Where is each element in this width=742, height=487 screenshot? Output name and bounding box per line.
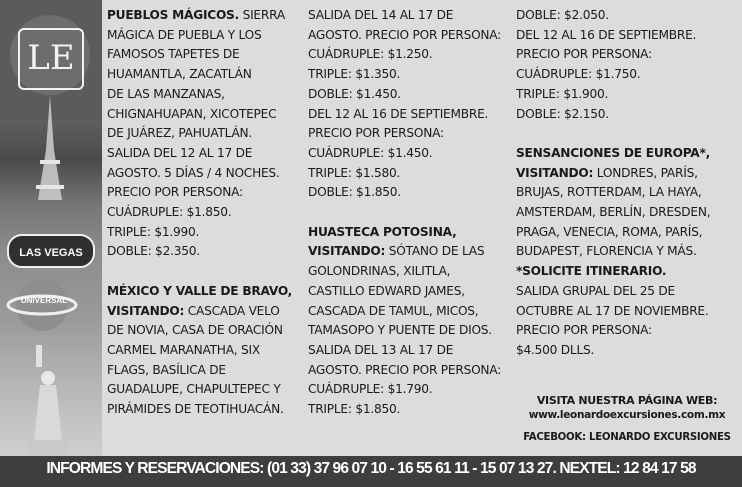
europe-itinerary-note: *SOLICITE ITINERARIO. [516,264,667,279]
le-logo: LE [18,28,84,90]
mexico-valle-line: VISITANDO: CASCADA VELO [107,303,280,318]
huasteca-price-quad: CUÁDRUPLE: $1.750. [516,67,641,82]
huasteca-line: TAMASOPO Y PUENTE DE DIOS. [308,323,492,338]
pueblos-desc-line: HUAMANTLA, ZACATLÁN [107,67,252,82]
huasteca-title: HUASTECA POTOSINA, [308,224,457,239]
valle-price-triple: TRIPLE: $1.350. [308,67,401,82]
europe-line: VISITANDO: LONDRES, PARÍS, [516,165,698,180]
huasteca-line: CASCADA DE TAMUL, MICOS, [308,303,479,318]
europe-line: PRAGA, VENECIA, ROMA, PARÍS, [516,224,703,239]
huasteca-date-line: DEL 12 AL 16 DE SEPTIEMBRE. [516,27,697,42]
valle-date-line: SALIDA DEL 14 AL 17 DE [308,8,454,22]
huasteca-price-double: DOBLE: $2.050. [516,8,609,22]
contact-info: INFORMES Y RESERVACIONES: (01 33) 37 96 07 10 - 16 55 61 11 - 15 07 13 27. NEXTEL: 12 84 17 58 [46,460,696,477]
europe-price-label: PRECIO POR PERSONA: [516,323,652,338]
mexico-valle-line: PIRÁMIDES DE TEOTIHUACÁN. [107,402,284,417]
mexico-valle-line: CARMEL MARANATHA, SIX [107,342,260,357]
huasteca-date-line: AGOSTO. PRECIO POR PERSONA: [308,362,502,377]
valle-date-line: DEL 12 AL 16 DE SEPTIEMBRE. [308,106,489,121]
valle-price-quad: CUÁDRUPLE: $1.250. [308,47,433,62]
europe-line: BUDAPEST, FLORENCIA Y MÁS. [516,244,697,259]
huasteca-price-quad: CUÁDRUPLE: $1.790. [308,382,433,397]
photo-collage-strip [0,0,102,456]
pueblos-desc-line: FAMOSOS TAPETES DE [107,47,240,62]
huasteca-price-double: DOBLE: $2.150. [516,106,609,121]
mexico-valle-line: GUADALUPE, CHAPULTEPEC Y [107,382,281,397]
huasteca-line: CASTILLO EDWARD JAMES, [308,283,465,298]
mexico-valle-line: DE NOVIA, CASA DE ORACIÓN [107,323,283,338]
pueblos-desc-line: DE JUÁREZ, PAHUATLÁN. [107,126,253,141]
huasteca-line: VISITANDO: SÓTANO DE LAS [308,244,485,259]
statue-of-liberty-icon [28,345,68,456]
facebook-link[interactable]: FACEBOOK: LEONARDO EXCURSIONES [523,432,731,443]
pueblos-desc-line: DE LAS MANZANAS, [107,86,225,101]
europe-line: BRUJAS, ROTTERDAM, LA HAYA, [516,185,702,200]
valle-price-double: DOBLE: $1.450. [308,86,401,101]
valle-price-double: DOBLE: $1.850. [308,185,401,200]
pueblos-price-quad: CUÁDRUPLE: $1.850. [107,205,232,220]
universal-globe-icon [8,279,76,331]
las-vegas-sign-text: LAS VEGAS [19,247,83,259]
huasteca-date-line: SALIDA DEL 13 AL 17 DE [308,342,454,357]
pueblos-price-triple: TRIPLE: $1.990. [107,224,200,239]
pueblos-date-line: AGOSTO. 5 DÍAS / 4 NOCHES. [107,165,280,180]
column-europe [516,6,738,361]
europe-date-line: OCTUBRE AL 17 DE NOVIEMBRE. [516,303,709,318]
valle-price-quad: CUÁDRUPLE: $1.450. [308,145,433,160]
column-dates-huasteca [308,6,508,420]
huasteca-price-triple: TRIPLE: $1.900. [516,86,609,101]
universal-globe-text: UNIVERSAL [20,296,68,305]
contact-footer [0,456,742,487]
visit-web-label: VISITA NUESTRA PÁGINA WEB: [536,394,718,407]
europe-price: $4.500 DLLS. [516,342,595,357]
europe-date-line: SALIDA GRUPAL DEL 25 DE [516,283,675,298]
mexico-valle-line: FLAGS, BASÍLICA DE [107,362,226,377]
pueblos-line: PUEBLOS MÁGICOS. SIERRA [107,8,285,22]
pueblos-desc-line: MÁGICA DE PUEBLA Y LOS [107,27,262,42]
mexico-valle-title: MÉXICO Y VALLE DE BRAVO, [107,283,293,298]
pueblos-price-label: PRECIO POR PERSONA: [107,185,243,200]
europe-title: SENSANCIONES DE EUROPA*, [516,145,710,160]
valle-price-label: PRECIO POR PERSONA: [308,126,444,141]
valle-price-triple: TRIPLE: $1.580. [308,165,401,180]
pueblos-date-line: SALIDA DEL 12 AL 17 DE [107,145,253,160]
huasteca-price-triple: TRIPLE: $1.850. [308,402,401,417]
huasteca-price-label: PRECIO POR PERSONA: [516,47,652,62]
column-pueblos-mexico [107,6,303,420]
europe-line: AMSTERDAM, BERLÍN, DRESDEN, [516,205,711,220]
website-link[interactable]: www.leonardoexcursiones.com.mx [528,409,726,421]
huasteca-line: GOLONDRINAS, XILITLA, [308,264,451,279]
pueblos-desc-line: CHIGNAHUAPAN, XICOTEPEC [107,106,277,121]
pueblos-price-double: DOBLE: $2.350. [107,244,200,259]
las-vegas-sign-icon [8,235,94,267]
valle-date-line: AGOSTO. PRECIO POR PERSONA: [308,27,502,42]
pueblos-title: PUEBLOS MÁGICOS. [107,8,239,22]
